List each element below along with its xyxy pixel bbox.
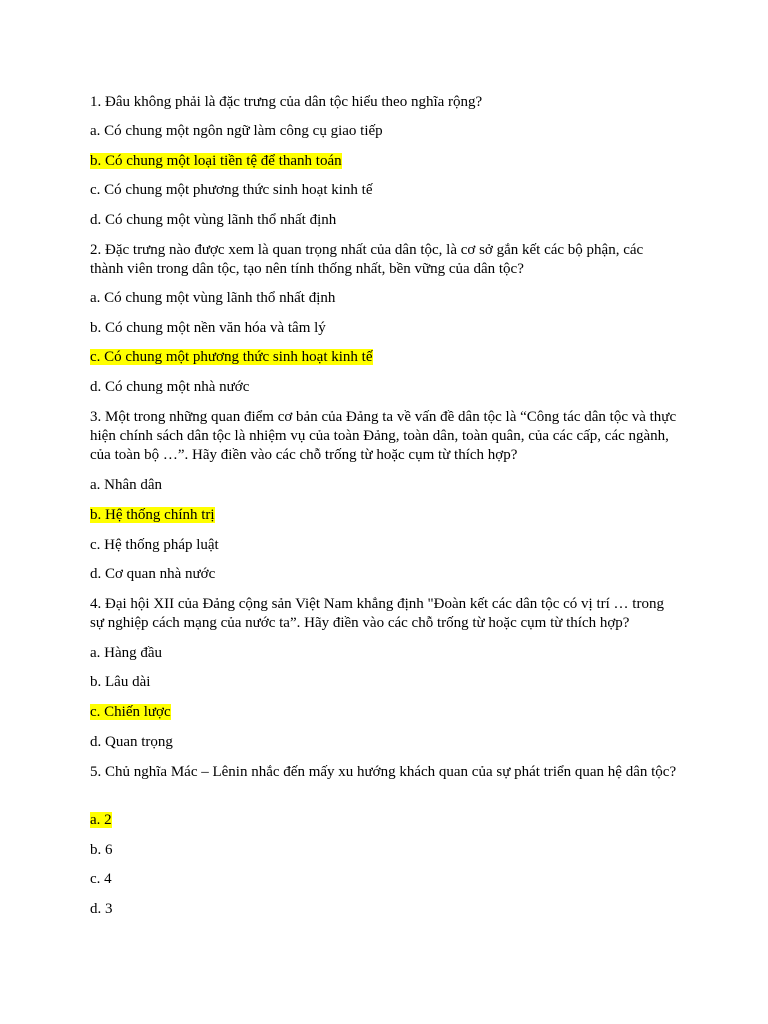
- question-2-option-a: a. Có chung một vùng lãnh thổ nhất định: [90, 290, 336, 306]
- question-5-option-d: d. 3: [90, 901, 113, 917]
- question-5-option-a: [90, 811, 680, 830]
- highlight: b. Có chung một loại tiền tệ để thanh toán: [90, 153, 342, 169]
- highlight: a. 2: [90, 812, 112, 828]
- highlight: c. Có chung một phương thức sinh hoạt kinh tế: [90, 349, 373, 365]
- question-2-option-b: b. Có chung một nền văn hóa và tâm lý: [90, 320, 326, 336]
- question-3-option-b: [90, 506, 680, 525]
- question-2-option-d: d. Có chung một nhà nước: [90, 379, 250, 395]
- question-1-text: 1. Đâu không phải là đặc trưng của dân tộc hiểu theo nghĩa rộng?: [90, 94, 483, 110]
- highlight: b. Hệ thống chính trị: [90, 507, 215, 523]
- question-1-option-b: [90, 152, 680, 171]
- question-5-text: 5. Chủ nghĩa Mác – Lênin nhắc đến mấy xu hướng khách quan của sự phát triển quan hệ dân tộc?: [90, 764, 677, 780]
- question-1-option-c: c. Có chung một phương thức sinh hoạt kinh tế: [90, 182, 373, 198]
- question-2-text: 2. Đặc trưng nào được xem là quan trọng nhất của dân tộc, là cơ sở gắn kết các bộ phận, các thành viên trong dân tộc, tạo nên tính thống nhất, bền vững của dân tộc?: [90, 242, 644, 277]
- question-2-option-c: [90, 348, 680, 367]
- question-3-text: 3. Một trong những quan điểm cơ bản của Đảng ta về vấn đề dân tộc là “Công tác dân tộc và thực hiện chính sách dân tộc là nhiệm vụ của toàn Đảng, toàn dân, toàn quân, của các cấp, các ngành, của toàn bộ …”. Hãy điền vào các chỗ trống từ hoặc cụm từ thích hợp?: [90, 409, 677, 463]
- question-3-option-c: c. Hệ thống pháp luật: [90, 537, 219, 553]
- question-5-option-b: b. 6: [90, 842, 113, 858]
- question-1-option-a: a. Có chung một ngôn ngữ làm công cụ giao tiếp: [90, 123, 383, 139]
- question-4-option-c: [90, 703, 680, 722]
- question-4-option-d: d. Quan trọng: [90, 734, 173, 750]
- question-1-option-d: d. Có chung một vùng lãnh thổ nhất định: [90, 212, 337, 228]
- question-4-option-b: b. Lâu dài: [90, 674, 151, 690]
- question-3-option-a: a. Nhân dân: [90, 477, 163, 493]
- highlight: c. Chiến lược: [90, 704, 171, 720]
- question-4-option-a: a. Hàng đầu: [90, 645, 163, 661]
- question-3-option-d: d. Cơ quan nhà nước: [90, 566, 216, 582]
- question-4-text: 4. Đại hội XII của Đảng cộng sản Việt Nam khẳng định "Đoàn kết các dân tộc có vị trí … trong sự nghiệp cách mạng của nước ta”. Hãy điền vào các chỗ trống từ hoặc cụm từ thích hợp?: [90, 596, 664, 631]
- question-5-option-c: c. 4: [90, 871, 112, 887]
